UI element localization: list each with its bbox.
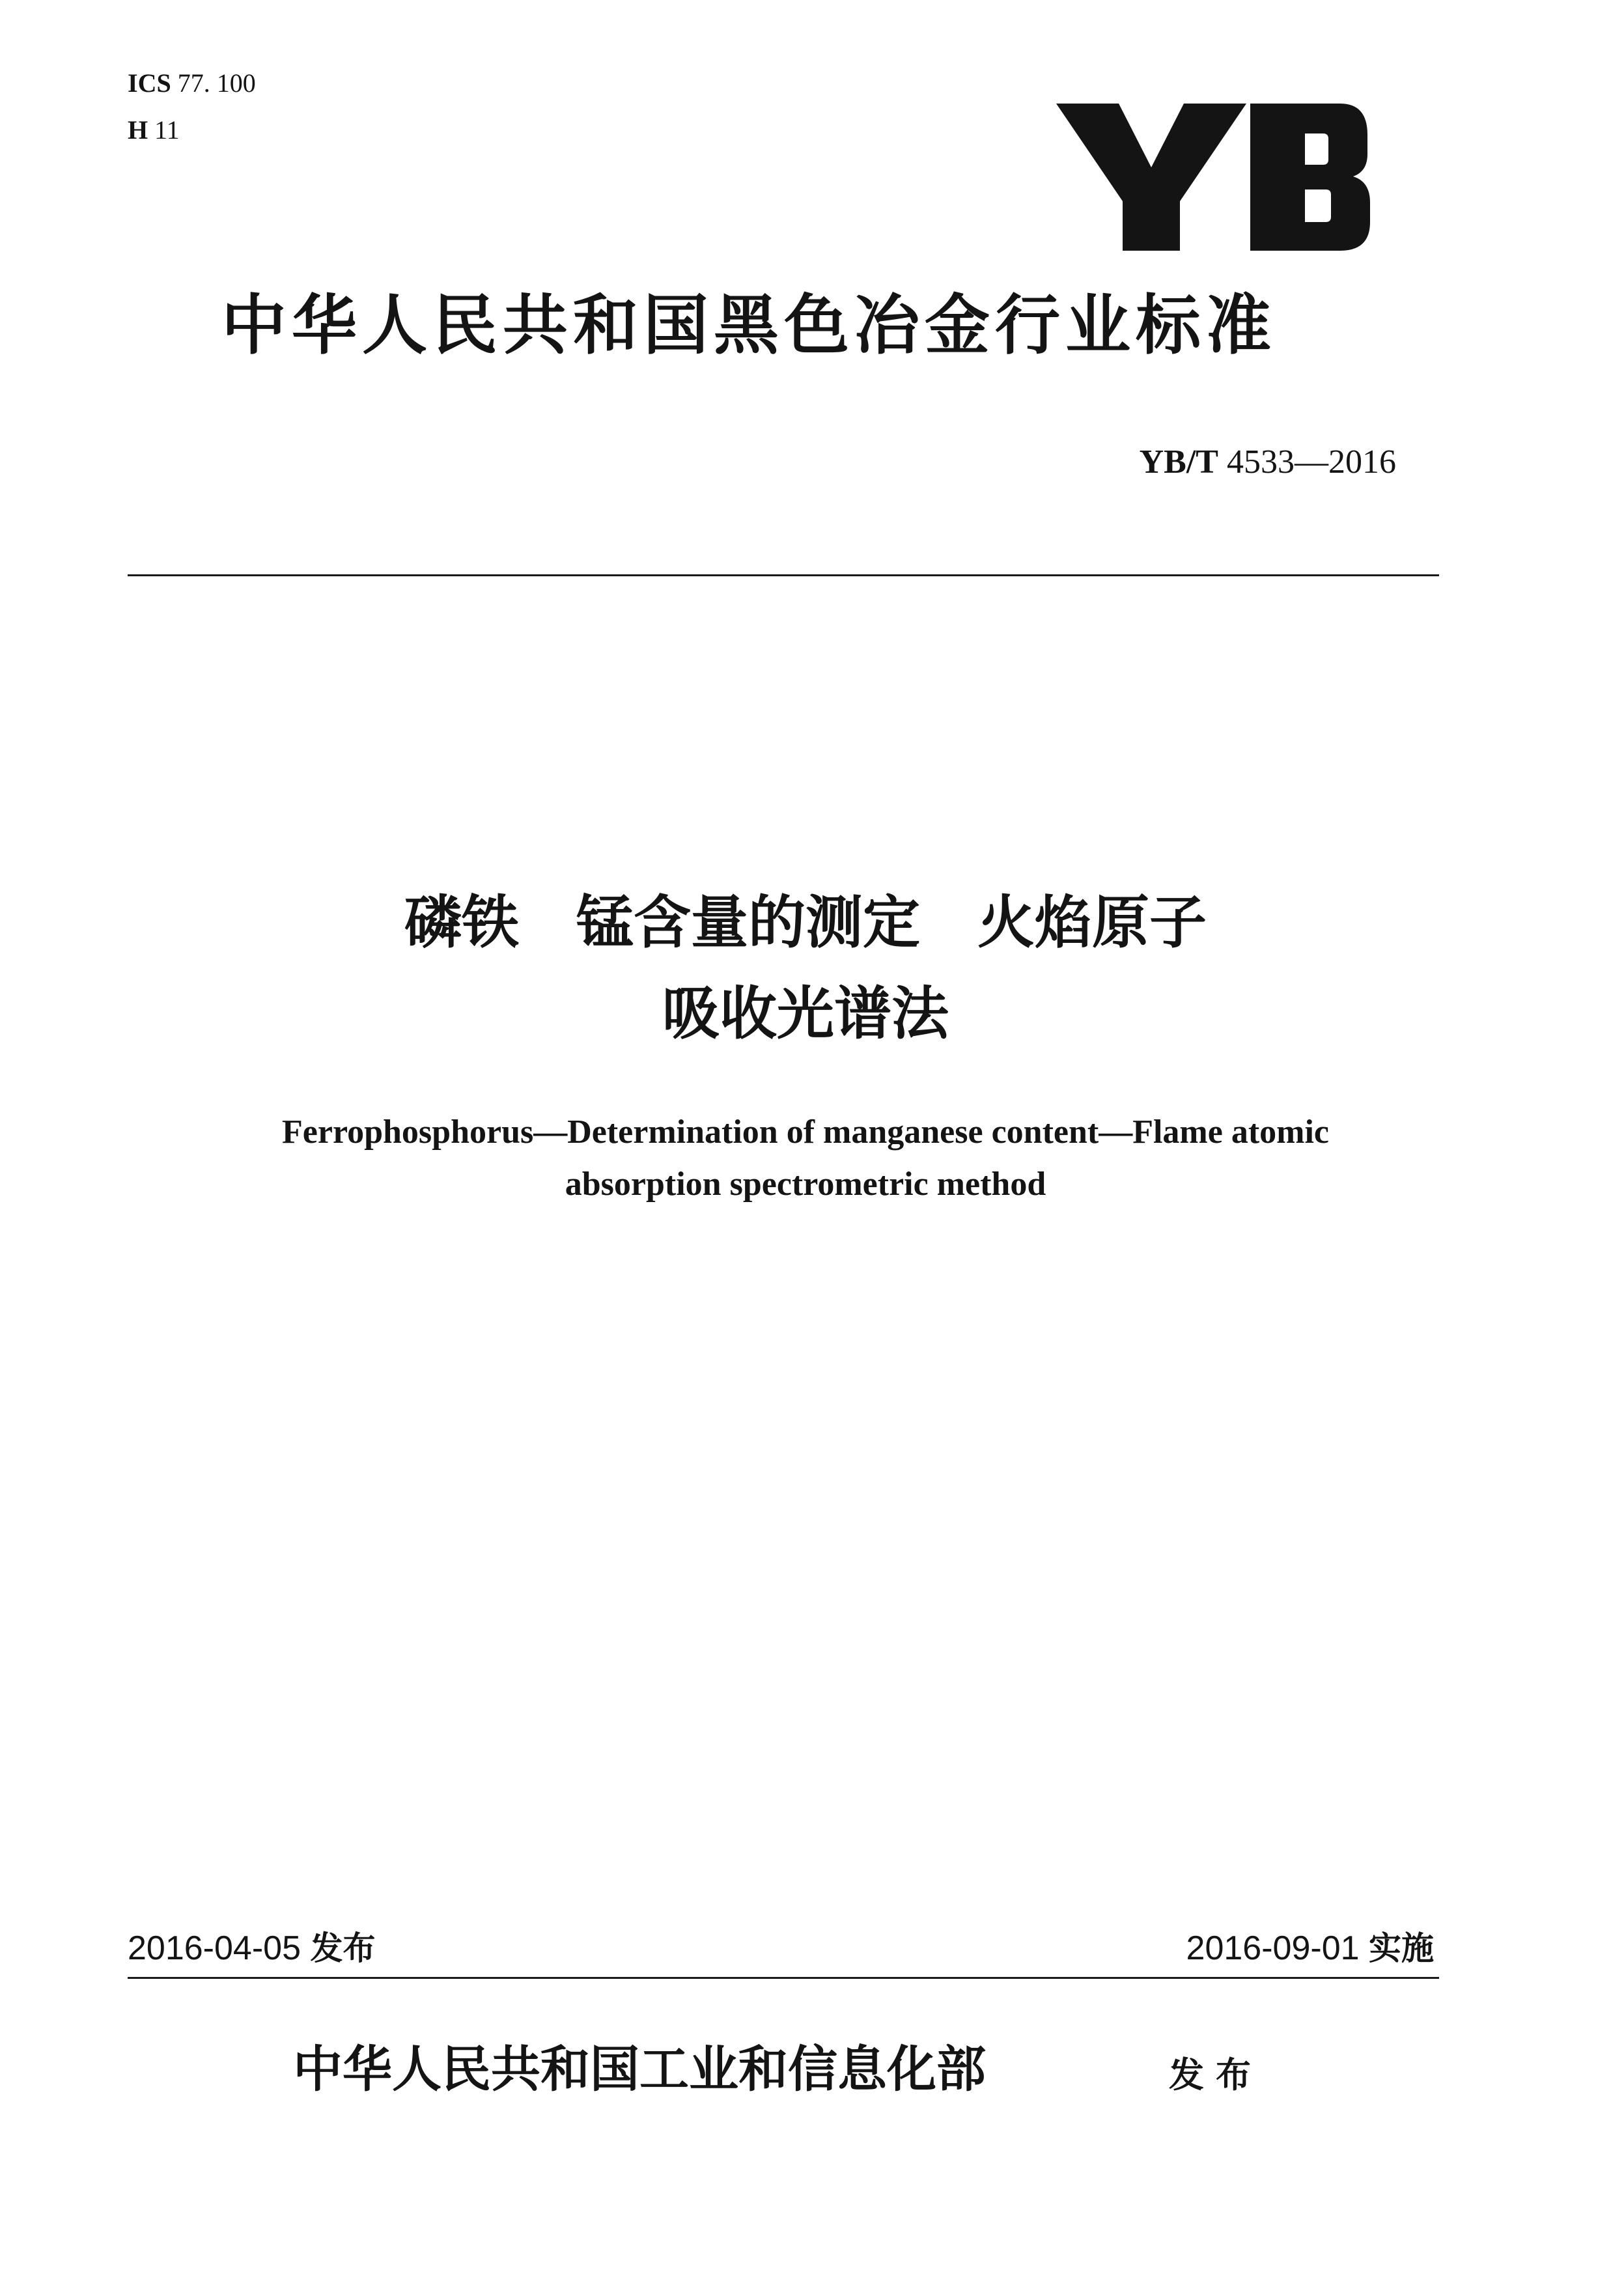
ccs-code xyxy=(128,115,180,146)
issuing-authority: 中华人民共和国工业和信息化部 xyxy=(293,2040,986,2098)
ccs-number: 11 xyxy=(154,115,180,145)
ics-label: ICS xyxy=(128,68,171,98)
yb-logo xyxy=(1042,94,1380,257)
ics-number: 77. 100 xyxy=(177,68,256,98)
date-rule xyxy=(128,1977,1439,1979)
issue-date-line xyxy=(128,1927,375,1969)
cn-title-line2: 吸收光谱法 xyxy=(662,980,949,1047)
ccs-label: H xyxy=(128,115,148,145)
cn-title-line1: 磷铁 锰含量的测定 火焰原子 xyxy=(404,889,1207,956)
issue-date-label: 发布 xyxy=(310,1929,376,1967)
implement-date-label: 实施 xyxy=(1369,1929,1434,1967)
implement-date-line xyxy=(1186,1927,1434,1969)
en-title-line1: Ferrophosphorus—Determination of manganese content—Flame atomic xyxy=(282,1113,1329,1151)
en-title-line2: absorption spectrometric method xyxy=(565,1166,1046,1203)
header-rule xyxy=(128,574,1439,576)
standard-prefix: YB/T xyxy=(1139,443,1218,481)
standard-number xyxy=(1140,443,1396,482)
standard-number-value: 4533—2016 xyxy=(1227,443,1396,481)
ics-code xyxy=(128,68,256,99)
issue-date: 2016-04-05 xyxy=(128,1929,301,1967)
standard-body-title: 中华人民共和国黑色冶金行业标准 xyxy=(221,287,1276,363)
implement-date: 2016-09-01 xyxy=(1186,1929,1360,1967)
issuing-verb: 发布 xyxy=(1169,2054,1263,2095)
